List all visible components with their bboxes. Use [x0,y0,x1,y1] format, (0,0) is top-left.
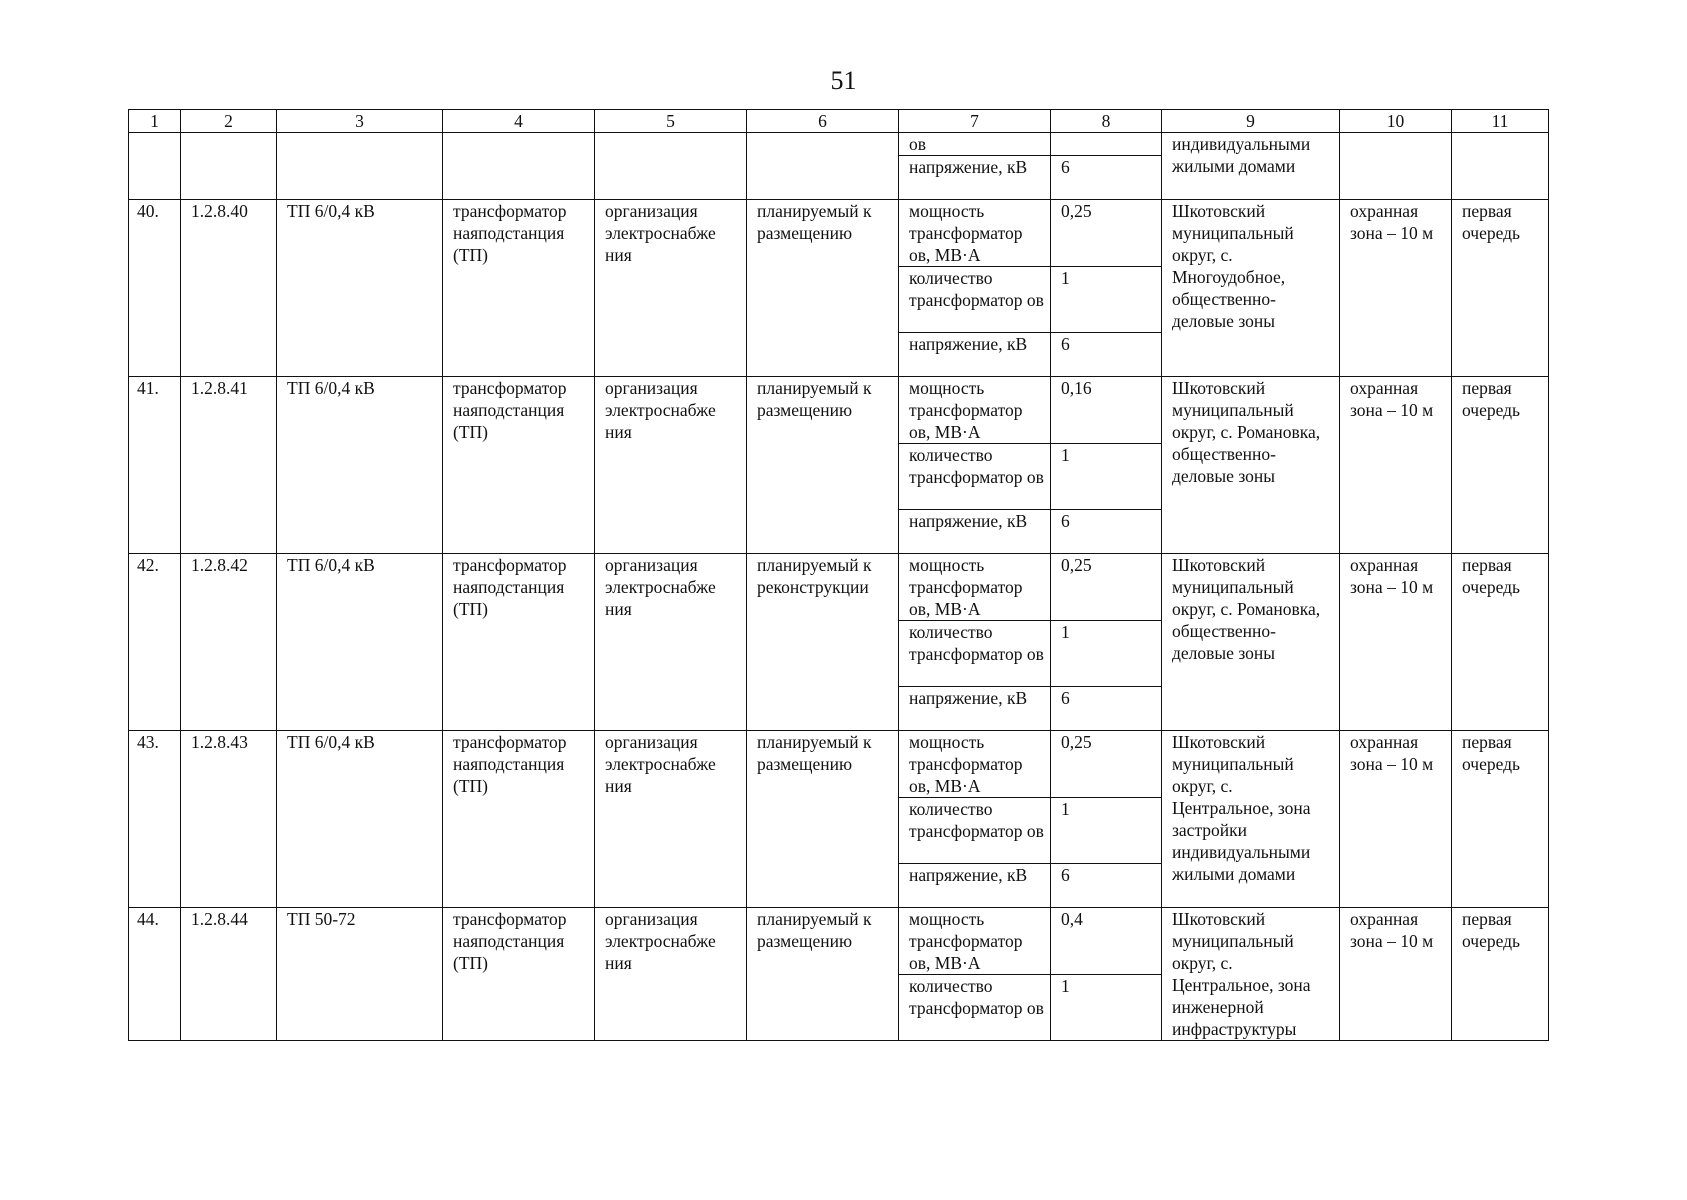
cell-param-value: 6 [1051,510,1162,554]
cell-param-value: 1 [1051,444,1162,510]
cell-status: планируемый к размещению [747,731,899,908]
cell-param-name: мощность трансформатор ов, МВ·А [899,731,1051,798]
cell-param-value [1051,133,1162,156]
cell-purpose [595,133,747,200]
cell-param-name: количество трансформатор ов [899,798,1051,864]
cell-param-name: напряжение, кВ [899,687,1051,731]
cell-zone: охранная зона – 10 м [1340,731,1452,908]
cell-param-name: ов [899,133,1051,156]
cell-code: 1.2.8.41 [181,377,277,554]
cell-param-name: напряжение, кВ [899,333,1051,377]
column-header: 4 [443,110,595,133]
cell-code: 1.2.8.43 [181,731,277,908]
cell-status: планируемый к размещению [747,200,899,377]
column-header: 8 [1051,110,1162,133]
column-header: 6 [747,110,899,133]
cell-location: индивидуальными жилыми домами [1162,133,1340,200]
cell-status: планируемый к размещению [747,908,899,1041]
table-row [129,554,1549,621]
objects-table [128,109,1549,1041]
cell-num: 43. [129,731,181,908]
cell-stage: первая очередь [1452,377,1549,554]
cell-type: трансформатор наяподстанция (ТП) [443,377,595,554]
cell-name: ТП 6/0,4 кВ [277,377,443,554]
cell-stage [1452,133,1549,200]
cell-num: 44. [129,908,181,1041]
column-header: 7 [899,110,1051,133]
column-header: 3 [277,110,443,133]
cell-zone: охранная зона – 10 м [1340,908,1452,1041]
cell-param-value: 0,25 [1051,731,1162,798]
cell-purpose: организация электроснабже ния [595,554,747,731]
column-header: 9 [1162,110,1340,133]
cell-param-value: 6 [1051,864,1162,908]
cell-status: планируемый к реконструкции [747,554,899,731]
cell-type: трансформатор наяподстанция (ТП) [443,554,595,731]
table-row [129,200,1549,267]
cell-location: Шкотовский муниципальный округ, с. Романовка, общественно-деловые зоны [1162,554,1340,731]
table-row [129,377,1549,444]
cell-num: 40. [129,200,181,377]
column-header: 2 [181,110,277,133]
cell-location: Шкотовский муниципальный округ, с. Центральное, зона застройки индивидуальными жилыми домами [1162,731,1340,908]
column-header: 5 [595,110,747,133]
column-header: 11 [1452,110,1549,133]
cell-param-value: 6 [1051,156,1162,200]
cell-type: трансформатор наяподстанция (ТП) [443,200,595,377]
cell-zone: охранная зона – 10 м [1340,200,1452,377]
cell-zone: охранная зона – 10 м [1340,377,1452,554]
cell-code: 1.2.8.40 [181,200,277,377]
cell-status: планируемый к размещению [747,377,899,554]
cell-zone: охранная зона – 10 м [1340,554,1452,731]
cell-stage: первая очередь [1452,731,1549,908]
cell-num [129,133,181,200]
cell-param-name: напряжение, кВ [899,864,1051,908]
table-row [129,731,1549,798]
cell-code: 1.2.8.44 [181,908,277,1041]
cell-num: 41. [129,377,181,554]
cell-name: ТП 6/0,4 кВ [277,200,443,377]
cell-status [747,133,899,200]
cell-param-value: 1 [1051,975,1162,1041]
cell-name: ТП 6/0,4 кВ [277,554,443,731]
column-header: 1 [129,110,181,133]
cell-purpose: организация электроснабже ния [595,731,747,908]
cell-purpose: организация электроснабже ния [595,200,747,377]
cell-param-value: 1 [1051,621,1162,687]
cell-param-name: напряжение, кВ [899,156,1051,200]
cell-param-name: мощность трансформатор ов, МВ·А [899,377,1051,444]
cell-param-value: 6 [1051,333,1162,377]
cell-code [181,133,277,200]
cell-param-value: 0,4 [1051,908,1162,975]
table-row [129,908,1549,975]
cell-param-name: мощность трансформатор ов, МВ·А [899,554,1051,621]
column-header: 10 [1340,110,1452,133]
column-number-row [129,110,1549,133]
cell-location: Шкотовский муниципальный округ, с. Центральное, зона инженерной инфраструктуры [1162,908,1340,1041]
cell-param-name: напряжение, кВ [899,510,1051,554]
cell-param-name: количество трансформатор ов [899,621,1051,687]
cell-stage: первая очередь [1452,200,1549,377]
cell-location: Шкотовский муниципальный округ, с. Романовка, общественно-деловые зоны [1162,377,1340,554]
cell-param-value: 0,25 [1051,554,1162,621]
cell-purpose: организация электроснабже ния [595,377,747,554]
cell-type: трансформатор наяподстанция (ТП) [443,731,595,908]
cell-param-value: 1 [1051,267,1162,333]
page-number: 51 [830,66,857,95]
cell-zone [1340,133,1452,200]
cell-type [443,133,595,200]
cell-param-value: 0,16 [1051,377,1162,444]
cell-param-name: количество трансформатор ов [899,975,1051,1041]
cell-name [277,133,443,200]
cell-name: ТП 6/0,4 кВ [277,731,443,908]
cell-param-name: количество трансформатор ов [899,267,1051,333]
table-row-continuation [129,133,1549,156]
cell-stage: первая очередь [1452,908,1549,1041]
cell-num: 42. [129,554,181,731]
cell-param-name: мощность трансформатор ов, МВ·А [899,200,1051,267]
cell-location: Шкотовский муниципальный округ, с. Многоудобное, общественно-деловые зоны [1162,200,1340,377]
cell-code: 1.2.8.42 [181,554,277,731]
cell-param-value: 1 [1051,798,1162,864]
cell-param-name: количество трансформатор ов [899,444,1051,510]
cell-param-value: 0,25 [1051,200,1162,267]
cell-type: трансформатор наяподстанция (ТП) [443,908,595,1041]
cell-param-value: 6 [1051,687,1162,731]
cell-name: ТП 50-72 [277,908,443,1041]
cell-stage: первая очередь [1452,554,1549,731]
cell-purpose: организация электроснабже ния [595,908,747,1041]
cell-param-name: мощность трансформатор ов, МВ·А [899,908,1051,975]
